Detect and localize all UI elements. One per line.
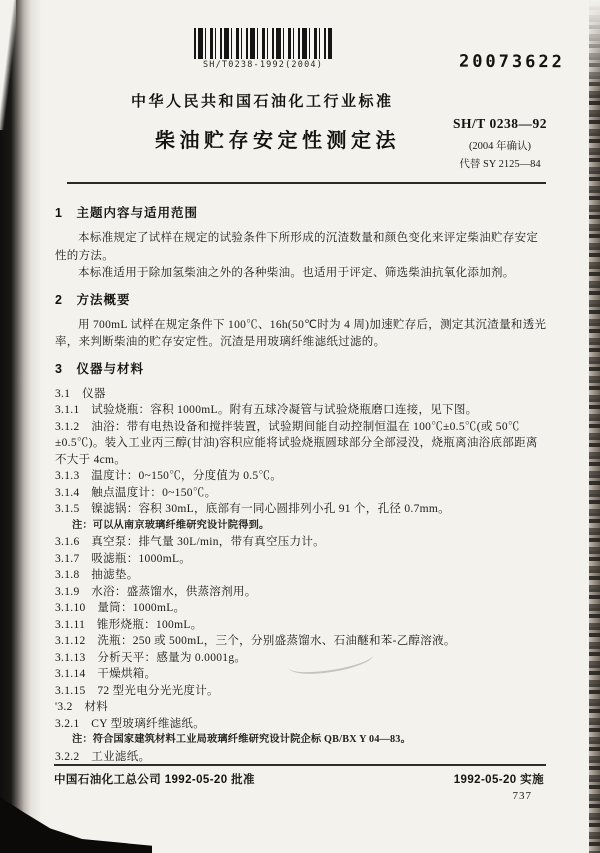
section-2-heading: 2 方法概要 <box>55 292 131 307</box>
clause-3-1-7: 3.1.7 吸滤瓶：1000mL。 <box>55 552 192 565</box>
clause-3-1-6: 3.1.6 真空泵：排气量 30L/min，带有真空压力计。 <box>55 536 325 548</box>
scan-right-edge-artifact <box>589 0 600 853</box>
clause-3-1-10: 3.1.10 量筒：1000mL。 <box>55 602 186 614</box>
barcode <box>193 28 333 70</box>
note: 注：符合国家建筑材料工业局玻璃纤维研究设计院企标 QB/BX Y 04—83。 <box>72 734 411 745</box>
standard-org-heading: 中华人民共和国石油化工行业标准 <box>131 93 394 110</box>
scan-top-left-notch-artifact <box>0 0 16 130</box>
section-3-heading: 3 仪器与材料 <box>55 361 144 376</box>
paragraph: 本标准规定了试样在规定的试验条件下所形成的沉渣数量和颜色变化来评定柴油贮存安定性的方法。 <box>55 232 539 262</box>
barcode-label: SH/T0238-1992(2004) <box>202 60 324 70</box>
approval-line: 中国石油化工总公司 1992-05-20 批准 <box>54 774 255 786</box>
page-title: 柴油贮存安定性测定法 <box>155 130 400 152</box>
note: 注：可以从南京玻璃纤维研究设计院得到。 <box>72 519 270 531</box>
paragraph: 用 700mL 试样在规定条件下 100℃、16h(50℃时为 4 周)加速贮存后，测定其沉渣量和透光率，来判断柴油的贮存安定性。沉渣是用玻璃纤维滤纸过滤的。 <box>55 318 547 348</box>
clause-3-2-2: 3.2.2 工业滤纸。 <box>55 750 151 763</box>
clause-3-1-15: 3.1.15 72 型光电分光光度计。 <box>55 684 219 697</box>
clause-3-2: '3.2 材料 <box>55 701 109 713</box>
standard-number-block <box>416 116 584 171</box>
paragraph: 本标准适用于除加氢柴油之外的各种柴油。也适用于评定、筛选柴油抗氧化添加剂。 <box>78 267 515 279</box>
clause-3-1-12: 3.1.12 洗瓶：250 或 500mL，三个，分别盛蒸馏水、石油醚和苯-乙醇溶液。 <box>55 635 456 647</box>
clause-3-1-2: 3.1.2 油浴：带有电热设备和搅拌装置，试验期间能自动控制恒温在 100℃±0.5℃(或 50℃±0.5℃)。装入工业丙三醇(甘油)容积应能将试验烧瓶圆球部分全部浸没，烧瓶离油浴底部距离不大于 4cm。 <box>55 420 538 466</box>
barcode-image <box>194 28 332 59</box>
clause-3-1-3: 3.1.3 温度计：0~150℃，分度值为 0.5℃。 <box>55 470 283 482</box>
section-1-heading: 1 主题内容与适用范围 <box>55 206 198 220</box>
clause-3-1-8: 3.1.8 抽滤垫。 <box>55 569 139 581</box>
clause-3-1-5: 3.1.5 镍滤锅：容积 30mL，底部有一同心圆排列小孔 91 个，孔径 0.7mm。 <box>55 503 450 515</box>
document-body <box>55 196 548 765</box>
clause-3-1-4: 3.1.4 触点温度计：0~150℃。 <box>55 486 217 499</box>
clause-3-1-14: 3.1.14 干燥烘箱。 <box>55 668 157 680</box>
serial-number-stamp: 20073622 <box>458 51 565 73</box>
clause-3-1-13: 3.1.13 分析天平：感量为 0.0001g。 <box>55 651 247 664</box>
clause-3-1-9: 3.1.9 水浴：盛蒸馏水，供蒸溶剂用。 <box>55 585 257 598</box>
footer-divider <box>54 764 546 766</box>
clause-3-1: 3.1 仪器 <box>55 387 106 400</box>
implementation-line: 1992-05-20 实施 <box>453 774 544 786</box>
standard-number: SH/T 0238—92 <box>453 116 547 131</box>
replaces-note: 代替 SY 2125—84 <box>459 159 541 170</box>
clause-3-1-11: 3.1.11 锥形烧瓶：100mL。 <box>55 618 203 631</box>
header-divider <box>67 182 546 184</box>
clause-3-1-1: 3.1.1 试验烧瓶：容积 1000mL。附有五球冷凝管与试验烧瓶磨口连接，见下图。 <box>55 404 478 416</box>
clause-3-2-1: 3.2.1 CY 型玻璃纤维滤纸。 <box>55 717 206 730</box>
page-number: 737 <box>512 790 532 802</box>
confirmation-note: (2004 年确认) <box>468 141 532 152</box>
